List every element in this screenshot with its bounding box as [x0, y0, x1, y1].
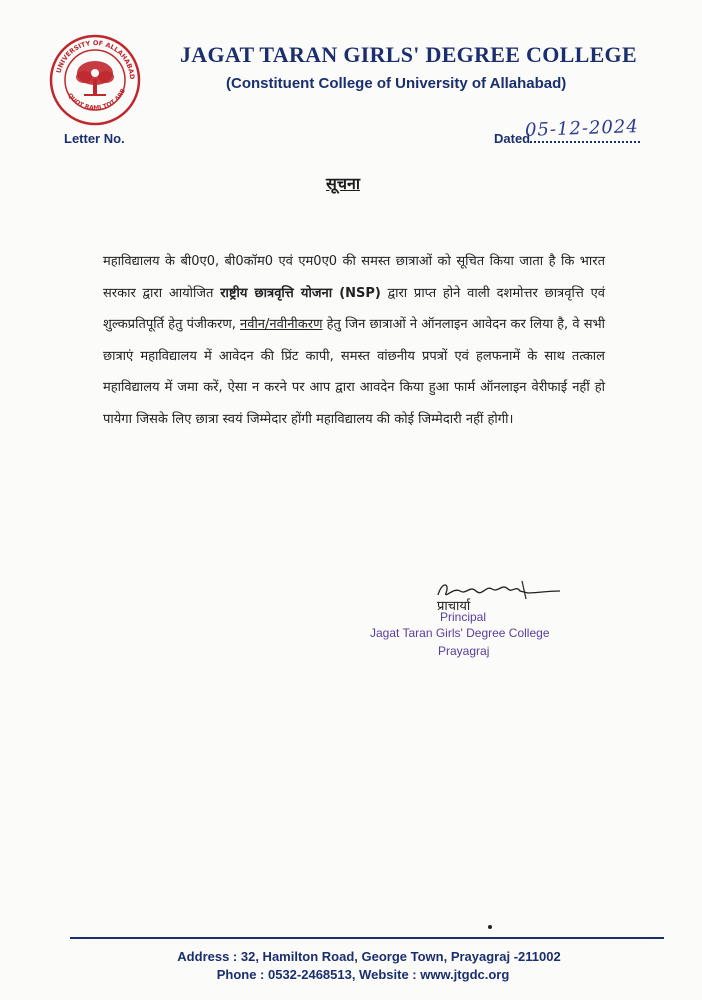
stamp-college-name: Jagat Taran Girls' Degree College: [370, 626, 550, 640]
notice-scheme-name: राष्ट्रीय छात्रवृत्ति योजना (NSP): [220, 285, 381, 301]
signatory-title-hindi: प्राचार्या: [437, 599, 471, 614]
college-subtitle: (Constituent College of University of Allahabad): [226, 75, 567, 92]
dated-handwritten-value: 05-12-2024: [524, 116, 640, 141]
notice-body: [103, 246, 605, 436]
stamp-principal: Principal: [440, 610, 487, 624]
letter-no-label: Letter No.: [64, 131, 125, 146]
dated-label: Dated: [494, 131, 531, 146]
footer-address: Address : 32, Hamilton Road, George Town, Prayagraj -211002: [177, 949, 561, 964]
university-seal-logo: [48, 33, 142, 127]
notice-body-part2: द्वारा प्राप्त होने वाली दशमोत्तर छात्रवृत्ति एवं शुल्कप्रतिपूर्ति हेतु पंजीकरण,: [103, 285, 605, 333]
notice-title: सूचना: [326, 174, 361, 193]
notice-body-part1: महाविद्यालय के बी0ए0, बी0कॉम0 एवं एम0ए0 की समस्त छात्राओं को सूचित किया जाता है कि भारत सरकार द्वारा आयोजित: [103, 254, 605, 301]
footer-contact: Phone : 0532-2468513, Website : www.jtgdc.org: [216, 967, 510, 982]
stamp-city: Prayagraj: [438, 644, 490, 658]
footer-divider: [70, 937, 664, 939]
notice-new-renewal: नवीन/नवीनीकरण: [240, 317, 323, 333]
svg-text:QUOT RAMI TOT ARBORES: QUOT RAMI TOT ARB: [66, 87, 128, 112]
college-name: JAGAT TARAN GIRLS' DEGREE COLLEGE: [180, 42, 637, 67]
svg-text:UNIVERSITY OF ALLAHABAD: UNIVERSITY OF ALLAHABAD: [54, 38, 137, 80]
notice-body-part3: हेतु जिन छात्राओं ने ऑनलाइन आवेदन कर लिया है, वे सभी छात्राएं महाविद्यालय में आवेदन की प्रिंट कापी, समस्त वांछनीय प्रपत्रों एवं हलफनामें के साथ तत्काल महाविद्यालय में जमा करें, ऐसा न करने पर आप द्वारा आवदेन किया हुआ फार्म ऑनलाइन वेरीफाई नहीं हो पायेगा जिसके लिए छात्रा स्वयं जिम्मेदार होंगी महाविद्यालय की कोई जिम्मेदारी नहीं होगी।: [103, 317, 605, 427]
stray-dot: [488, 925, 492, 929]
